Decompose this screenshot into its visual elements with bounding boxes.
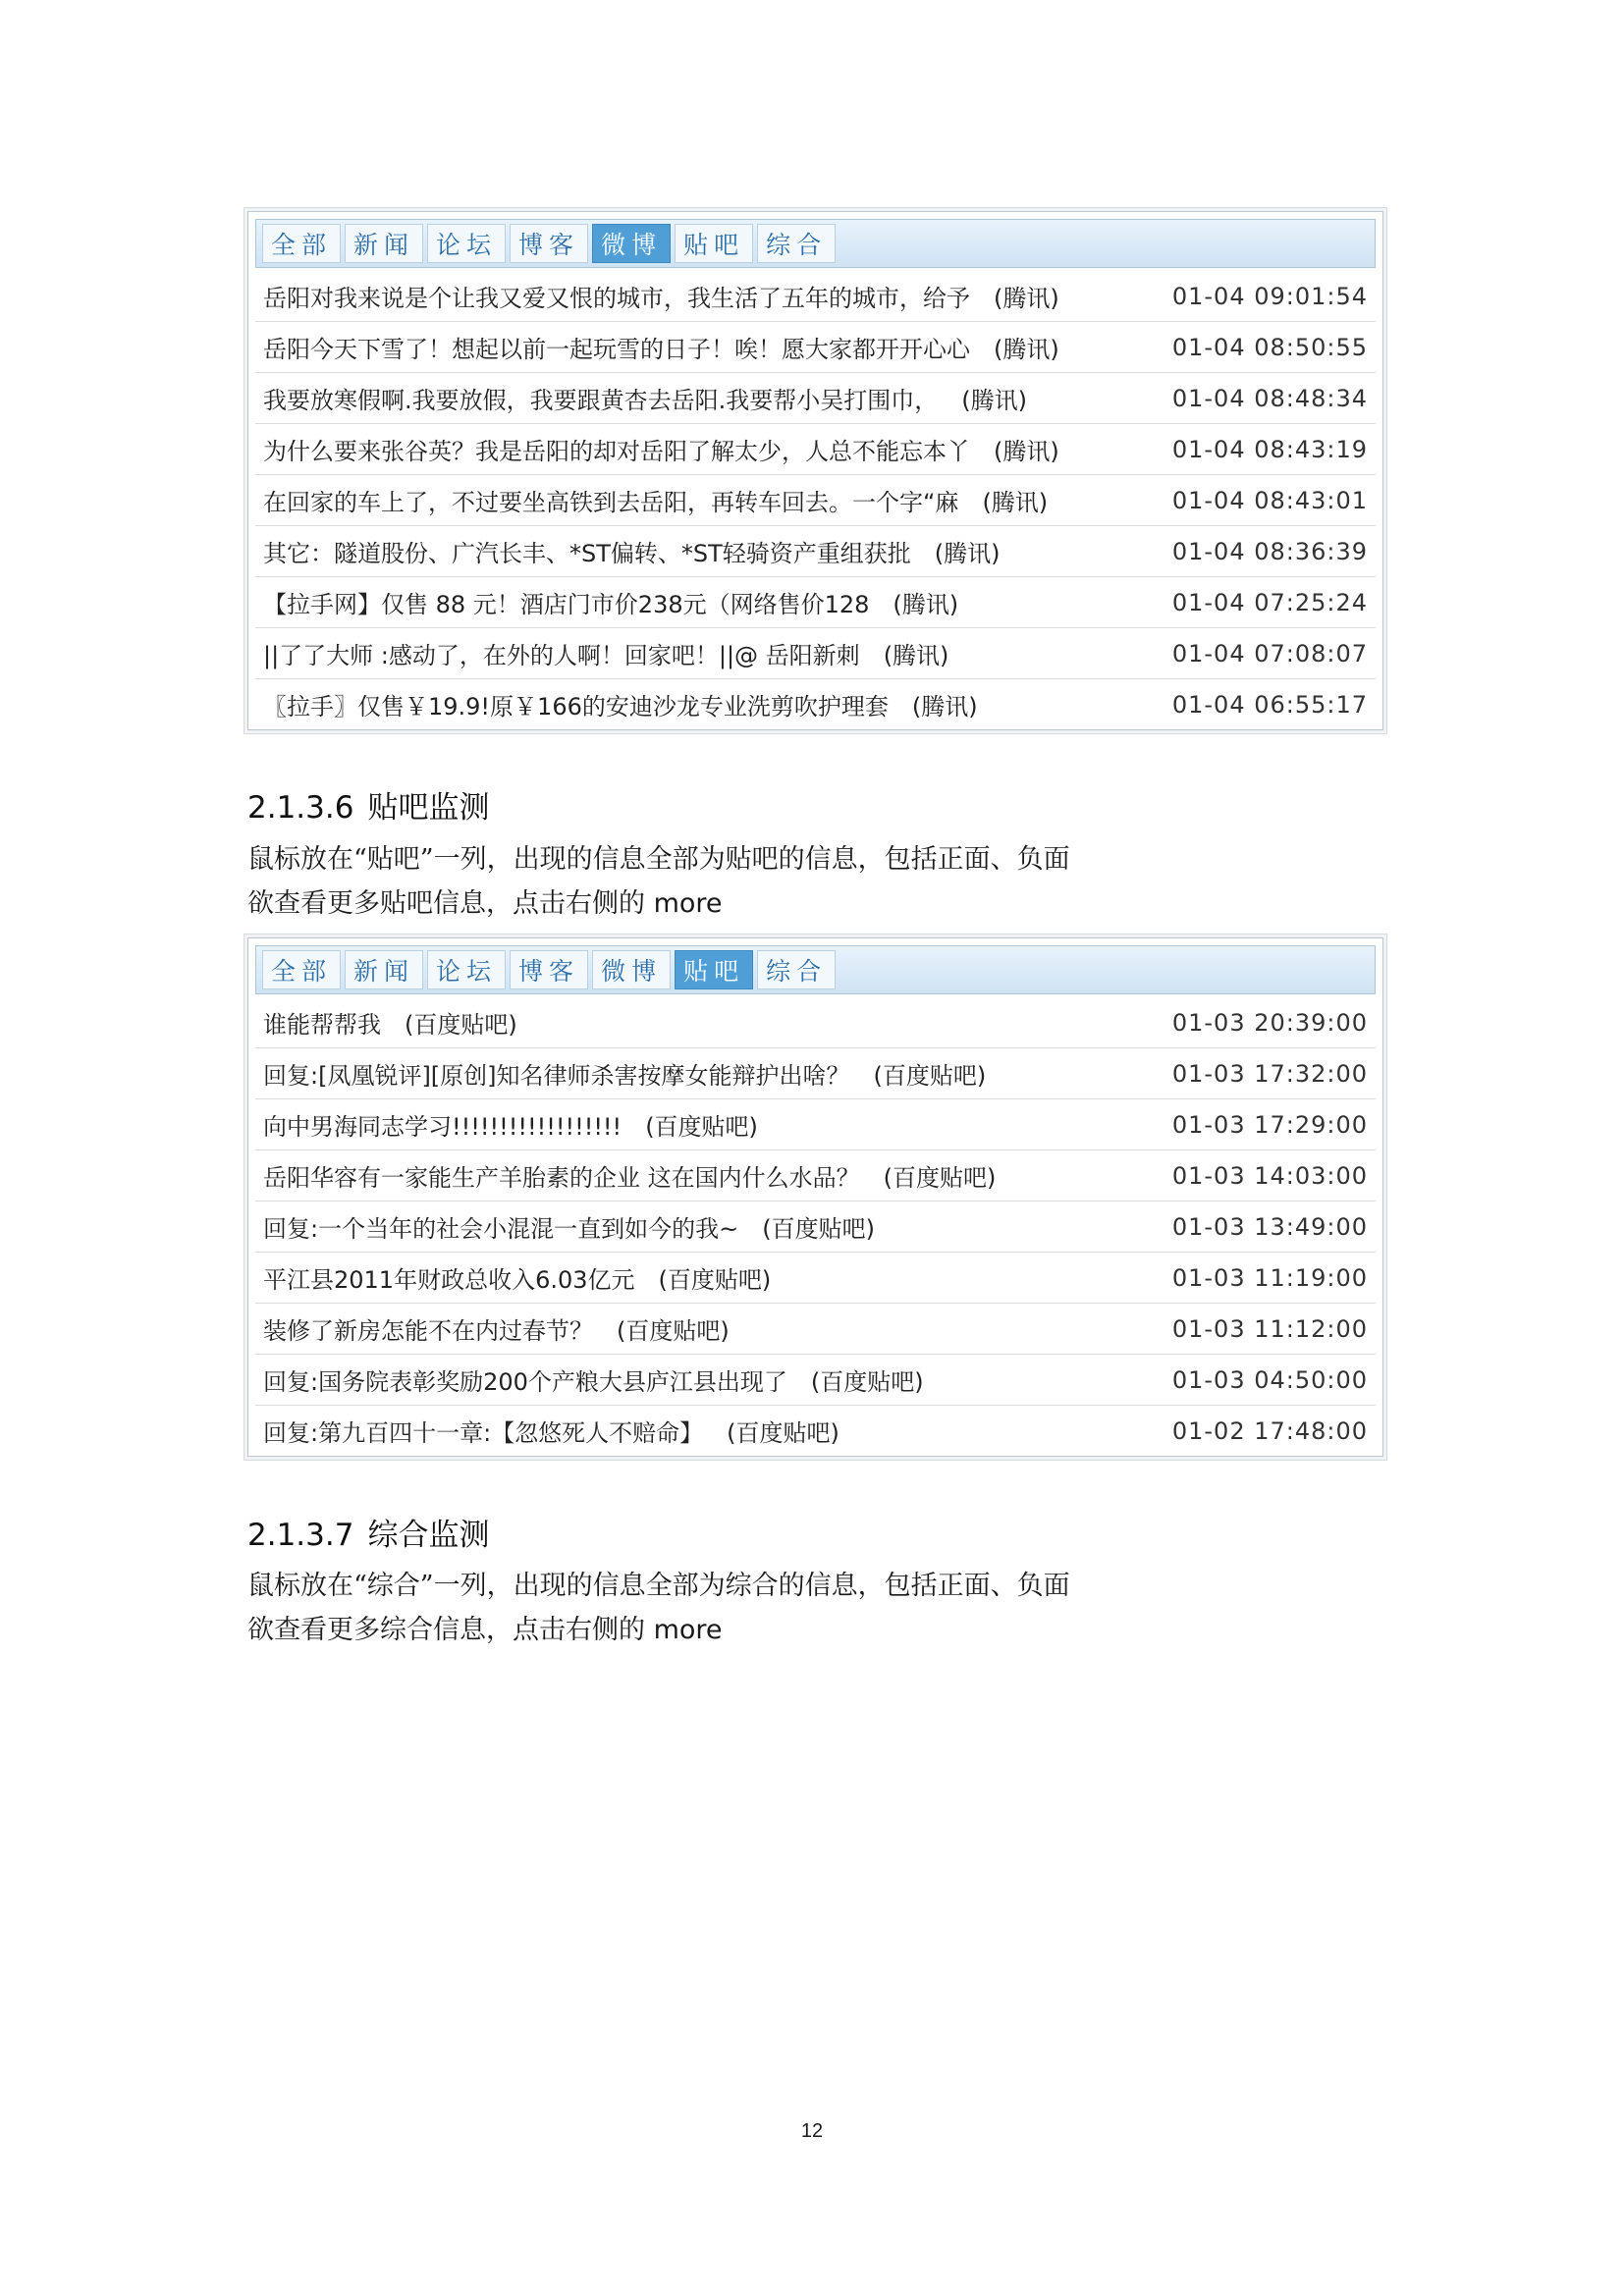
item-title[interactable]: [255, 1209, 875, 1244]
item-time: 01-04 08:43:01: [1171, 486, 1368, 514]
item-source: (腾讯): [994, 438, 1059, 465]
tab-forum[interactable]: 论坛: [427, 224, 506, 263]
section-number: 2.1.3.6: [247, 790, 354, 826]
category-tab-bar: [255, 945, 1376, 994]
item-title-text[interactable]: 在回家的车上了，不过要坐高铁到去岳阳，再转车回去。一个字“麻: [263, 489, 959, 516]
list-item[interactable]: [255, 679, 1376, 729]
item-title[interactable]: [255, 1107, 758, 1142]
description-line-2: 欲查看更多贴吧信息，点击右侧的: [247, 888, 645, 919]
item-source: (腾讯): [961, 387, 1027, 414]
item-title[interactable]: [255, 1260, 771, 1295]
item-title[interactable]: [255, 483, 1048, 517]
section-description-general: [247, 1564, 1327, 1652]
item-title[interactable]: [255, 687, 978, 721]
section-title: 贴吧监测: [367, 790, 490, 826]
list-item[interactable]: [255, 1355, 1376, 1406]
tab-tieba[interactable]: 贴吧: [675, 224, 753, 263]
item-time: 01-04 08:36:39: [1171, 537, 1368, 565]
item-title[interactable]: [255, 585, 958, 619]
list-item[interactable]: [255, 577, 1376, 628]
item-time: 01-04 07:08:07: [1171, 639, 1368, 667]
tab-tieba[interactable]: 贴吧: [675, 950, 753, 989]
item-source: (百度贴吧): [645, 1113, 758, 1141]
item-title-text[interactable]: ||了了大师 :感动了，在外的人啊！回家吧！||@ 岳阳新刺: [263, 642, 860, 669]
list-item[interactable]: [255, 1406, 1376, 1456]
item-title[interactable]: [255, 534, 1001, 568]
item-title-text[interactable]: 岳阳对我来说是个让我又爱又恨的城市，我生活了五年的城市，给予: [263, 285, 970, 312]
item-source: (腾讯): [982, 489, 1049, 516]
item-title-text[interactable]: 岳阳今天下雪了！想起以前一起玩雪的日子！唉！愿大家都开开心心: [263, 336, 970, 363]
item-title-text[interactable]: 我要放寒假啊.我要放假，我要跟黄杏去岳阳.我要帮小吴打围巾，: [263, 387, 939, 414]
item-title[interactable]: [255, 1056, 986, 1091]
item-source: (百度贴吧): [727, 1419, 839, 1447]
item-title-text[interactable]: 回复:一个当年的社会小混混一直到如今的我~: [263, 1215, 739, 1243]
item-title[interactable]: [255, 432, 1059, 466]
tab-all[interactable]: 全部: [262, 224, 341, 263]
list-item[interactable]: [255, 271, 1376, 322]
item-source: (腾讯): [994, 285, 1059, 312]
description-line-2: 欲查看更多综合信息，点击右侧的: [247, 1615, 645, 1645]
section-heading-tieba: [247, 782, 489, 827]
item-source: (腾讯): [934, 540, 1001, 567]
section-title: 综合监测: [367, 1518, 490, 1553]
item-time: 01-04 09:01:54: [1171, 282, 1368, 310]
item-time: 01-03 17:32:00: [1171, 1059, 1368, 1088]
item-title-text[interactable]: 谁能帮帮我: [263, 1011, 381, 1039]
section-number: 2.1.3.7: [247, 1518, 354, 1553]
item-title[interactable]: [255, 1362, 924, 1397]
list-item[interactable]: [255, 1048, 1376, 1099]
item-source: (百度贴吧): [405, 1011, 517, 1039]
item-source: (腾讯): [893, 591, 959, 618]
list-item[interactable]: [255, 1201, 1376, 1253]
item-time: 01-04 08:48:34: [1171, 384, 1368, 412]
item-title-text[interactable]: 回复:国务院表彰奖励200个产粮大县庐江县出现了: [263, 1368, 787, 1396]
item-title[interactable]: [255, 1414, 839, 1448]
item-time: 01-04 07:25:24: [1171, 588, 1368, 616]
section-description-tieba: [247, 837, 1327, 926]
page-number: 12: [800, 2120, 824, 2142]
more-link[interactable]: more: [653, 888, 723, 919]
tab-news[interactable]: 新闻: [345, 950, 423, 989]
item-title-text[interactable]: 向中男海同志学习!!!!!!!!!!!!!!!!!!: [263, 1113, 623, 1141]
item-title[interactable]: [255, 279, 1059, 313]
tab-weibo[interactable]: 微博: [592, 950, 671, 989]
tab-forum[interactable]: 论坛: [427, 950, 506, 989]
item-title[interactable]: [255, 1158, 996, 1193]
item-title-text[interactable]: 回复:第九百四十一章:【忽悠死人不赔命】: [263, 1419, 704, 1447]
item-time: 01-03 04:50:00: [1171, 1365, 1368, 1394]
list-item[interactable]: [255, 628, 1376, 679]
item-title[interactable]: [255, 330, 1059, 364]
description-line-1: 鼠标放在“贴吧”一列，出现的信息全部为贴吧的信息，包括正面、负面: [247, 844, 1070, 875]
item-time: 01-03 20:39:00: [1171, 1008, 1368, 1037]
item-title-text[interactable]: 【拉手网】仅售 88 元！酒店门市价238元（网络售价128: [263, 591, 870, 618]
item-source: (百度贴吧): [883, 1164, 997, 1192]
item-time: 01-04 06:55:17: [1171, 690, 1368, 719]
tab-blog[interactable]: 博客: [510, 950, 588, 989]
item-source: (腾讯): [994, 336, 1059, 363]
result-list: [248, 997, 1382, 1456]
list-item[interactable]: [255, 475, 1376, 526]
list-item[interactable]: [255, 1304, 1376, 1355]
item-title-text[interactable]: 为什么要来张谷英？我是岳阳的却对岳阳了解太少，人总不能忘本丫: [263, 438, 970, 465]
list-item[interactable]: [255, 526, 1376, 577]
item-source: (百度贴吧): [873, 1062, 987, 1090]
item-title-text[interactable]: 回复:[凤凰锐评][原创]知名律师杀害按摩女能辩护出啥？: [263, 1062, 850, 1090]
item-title-text[interactable]: 其它：隧道股份、广汽长丰、*ST偏转、*ST轻骑资产重组获批: [263, 540, 911, 567]
more-link[interactable]: more: [653, 1615, 723, 1645]
list-item[interactable]: [255, 997, 1376, 1048]
item-title-text[interactable]: 岳阳华容有一家能生产羊胎素的企业 这在国内什么水品？: [263, 1164, 860, 1192]
list-item[interactable]: [255, 1099, 1376, 1150]
item-source: (百度贴吧): [762, 1215, 875, 1243]
item-time: 01-03 11:19:00: [1171, 1263, 1368, 1292]
weibo-monitor-panel: [247, 211, 1383, 730]
result-list: [248, 271, 1382, 729]
item-time: 01-02 17:48:00: [1171, 1416, 1368, 1445]
item-source: (百度贴吧): [810, 1368, 924, 1396]
list-item[interactable]: [255, 373, 1376, 424]
tab-general[interactable]: 综合: [757, 950, 836, 989]
list-item[interactable]: [255, 1253, 1376, 1304]
item-time: 01-03 11:12:00: [1171, 1314, 1368, 1343]
item-source: (腾讯): [883, 642, 949, 669]
item-time: 01-03 17:29:00: [1171, 1110, 1368, 1139]
list-item[interactable]: [255, 1150, 1376, 1201]
item-time: 01-03 13:49:00: [1171, 1212, 1368, 1241]
list-item[interactable]: [255, 424, 1376, 475]
list-item[interactable]: [255, 322, 1376, 373]
tab-weibo[interactable]: 微博: [592, 224, 671, 263]
item-time: 01-04 08:50:55: [1171, 333, 1368, 361]
item-title[interactable]: [255, 636, 948, 670]
tieba-monitor-panel: [247, 937, 1383, 1457]
description-line-1: 鼠标放在“综合”一列，出现的信息全部为综合的信息，包括正面、负面: [247, 1571, 1070, 1601]
tab-news[interactable]: 新闻: [345, 224, 423, 263]
tab-all[interactable]: 全部: [262, 950, 341, 989]
section-heading-general: [247, 1510, 489, 1554]
item-source: (百度贴吧): [658, 1266, 772, 1294]
item-title[interactable]: [255, 1311, 730, 1346]
item-time: 01-04 08:43:19: [1171, 435, 1368, 463]
item-title-text[interactable]: 〖拉手〗仅售￥19.9!原￥166的安迪沙龙专业洗剪吹护理套: [263, 693, 889, 721]
item-title-text[interactable]: 平江县2011年财政总收入6.03亿元: [263, 1266, 635, 1294]
tab-blog[interactable]: 博客: [510, 224, 588, 263]
item-title-text[interactable]: 装修了新房怎能不在内过春节？: [263, 1317, 593, 1345]
item-source: (腾讯): [911, 693, 978, 721]
item-time: 01-03 14:03:00: [1171, 1161, 1368, 1190]
category-tab-bar: [255, 219, 1376, 268]
item-source: (百度贴吧): [617, 1317, 730, 1345]
tab-general[interactable]: 综合: [757, 224, 836, 263]
item-title[interactable]: [255, 1005, 517, 1040]
item-title[interactable]: [255, 381, 1027, 415]
